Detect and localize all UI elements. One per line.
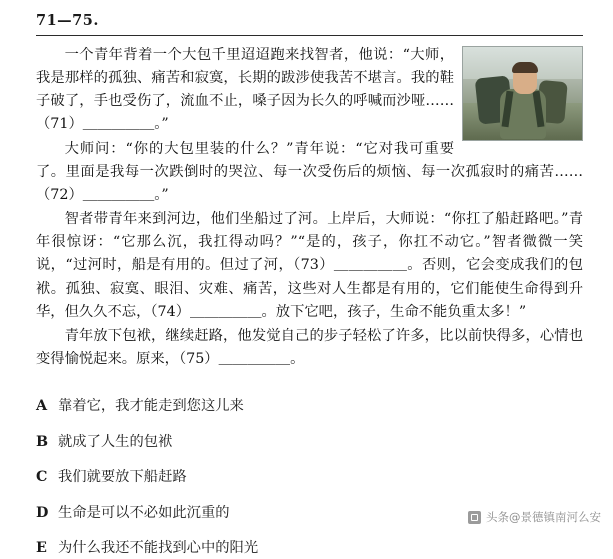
option-text: 为什么我还不能找到心中的阳光 <box>58 539 259 556</box>
question-range-heading: 71—75. <box>36 12 99 29</box>
option-letter: C <box>36 469 48 486</box>
passage-paragraph: 一个青年背着一个大包千里迢迢跑来找智者，他说：“大师，我是那样的孤独、痛苦和寂寞，长期的跋涉使我苦不堪言。我的鞋子破了，手也受伤了，流血不止，嗓子因为长久的呼喊而沙哑……（71）＿＿＿＿＿。” <box>36 47 454 133</box>
option-text: 就成了人生的包袱 <box>58 433 173 450</box>
option-letter: A <box>36 398 48 415</box>
header-divider <box>36 35 583 36</box>
option-letter: B <box>36 433 49 450</box>
option-letter: D <box>36 504 49 521</box>
option-item-c[interactable] <box>36 467 583 488</box>
photo-person-hair <box>512 62 538 73</box>
toutiao-logo-icon <box>468 511 481 524</box>
watermark-text: 头条@景德镇南河么安 <box>486 510 601 524</box>
backpacker-photo <box>462 46 583 141</box>
reading-passage <box>36 44 583 372</box>
passage-paragraph: 大师问：“你的大包里装的什么？”青年说：“它对我可重要了。里面是我每一次跌倒时的哭泣、每一次受伤后的烦恼、每一次孤寂时的痛苦……（72）＿＿＿＿＿。” <box>36 140 583 203</box>
option-text: 我们就要放下船赶路 <box>58 469 187 486</box>
option-letter: E <box>36 539 47 556</box>
option-text: 靠着它，我才能走到您这儿来 <box>58 398 244 415</box>
passage-paragraph: 青年放下包袱，继续赶路，他发觉自己的步子轻松了许多，比以前快得多，心情也变得愉悦起来。原来，（75）＿＿＿＿＿。 <box>36 327 583 368</box>
option-text: 生命是可以不必如此沉重的 <box>58 504 230 521</box>
options-list <box>36 396 583 559</box>
option-item-a[interactable] <box>36 396 583 417</box>
watermark <box>468 509 601 525</box>
passage-paragraph: 智者带青年来到河边，他们坐船过了河。上岸后，大师说：“你扛了船赶路吧。”青年很惊讶：“它那么沉，我扛得动吗？”“是的，孩子，你扛不动它。”智者微微一笑说，“过河时，船是有用的。但过了河，（73）＿＿＿＿＿。否则，它会变成我们的包袱。孤独、寂寞、眼泪、灾难、痛苦，这些对人生都是有用的，它们能使生命得到升华，但久久不忘，（74）＿＿＿＿＿。放下它吧，孩子，生命不能负重太多！” <box>36 211 583 320</box>
option-item-b[interactable] <box>36 432 583 453</box>
option-item-e[interactable] <box>36 538 583 559</box>
